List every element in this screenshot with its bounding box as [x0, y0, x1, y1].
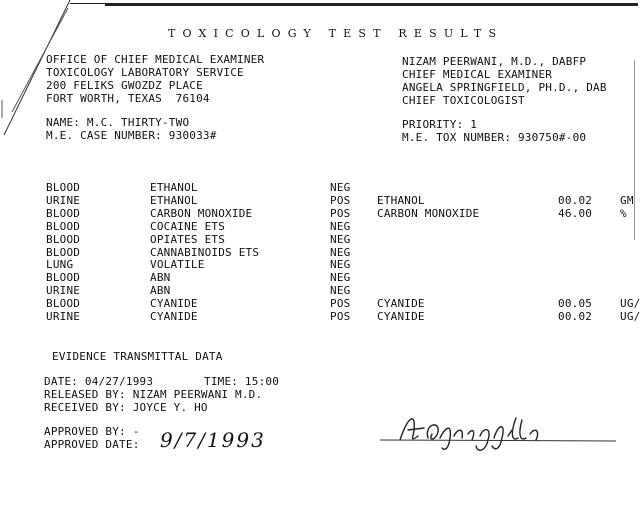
result-result: NEG [330, 258, 351, 272]
result-result: NEG [330, 232, 351, 246]
result-unit: UG/ [620, 297, 640, 311]
result-result: POS [330, 310, 351, 323]
result-specimen: URINE [46, 193, 81, 207]
result-result: POS [330, 297, 351, 311]
result-test: ETHANOL [150, 193, 198, 207]
result-test: CANNABINOIDS ETS [150, 245, 260, 259]
result-result: NEG [330, 181, 351, 194]
result-specimen: LUNG [46, 258, 74, 272]
result-result: POS [330, 193, 351, 207]
case-number: M.E. CASE NUMBER: 930033# [46, 129, 217, 142]
result-value: 00.02 [558, 310, 593, 323]
result-test: OPIATES ETS [150, 232, 226, 246]
result-specimen: BLOOD [46, 297, 81, 311]
evidence-heading: EVIDENCE TRANSMITTAL DATA [52, 350, 223, 363]
result-test: CYANIDE [150, 297, 198, 311]
result-specimen: BLOOD [46, 271, 81, 285]
result-value: 00.02 [558, 193, 593, 207]
office-line: OFFICE OF CHIEF MEDICAL EXAMINER [46, 53, 265, 66]
approved-date-handwritten: 9/7/1993 [160, 428, 266, 452]
released-by: RELEASED BY: NIZAM PEERWANI M.D. [44, 388, 263, 401]
document-title: TOXICOLOGY TEST RESULTS [168, 27, 504, 40]
result-result: NEG [330, 284, 351, 298]
priority: PRIORITY: 1 [402, 118, 478, 131]
office-line: TOXICOLOGY LABORATORY SERVICE [46, 66, 244, 79]
result-unit: UG/ [620, 310, 640, 323]
result-specimen: BLOOD [46, 245, 81, 259]
result-result: NEG [330, 219, 351, 233]
office-line: 200 FELIKS GWOZDZ PLACE [46, 79, 203, 92]
transmittal-time: TIME: 15:00 [204, 375, 280, 388]
result-unit: GM [620, 193, 634, 207]
decedent-name: NAME: M.C. THIRTY-TWO [46, 116, 190, 129]
result-compound: CYANIDE [377, 310, 425, 323]
result-test: ETHANOL [150, 181, 198, 194]
result-specimen: BLOOD [46, 219, 81, 233]
official-line: CHIEF TOXICOLOGIST [402, 94, 525, 107]
result-test: ABN [150, 271, 171, 285]
result-specimen: BLOOD [46, 181, 81, 194]
tox-number: M.E. TOX NUMBER: 930750#-00 [402, 131, 587, 144]
result-specimen: URINE [46, 284, 81, 298]
result-specimen: BLOOD [46, 206, 81, 220]
result-test: COCAINE ETS [150, 219, 226, 233]
result-compound: CYANIDE [377, 297, 425, 311]
result-compound: CARBON MONOXIDE [377, 206, 480, 220]
result-result: POS [330, 206, 351, 220]
result-specimen: BLOOD [46, 232, 81, 246]
signature-image [380, 408, 620, 458]
result-specimen: URINE [46, 310, 81, 323]
result-test: CYANIDE [150, 310, 198, 323]
result-test: CARBON MONOXIDE [150, 206, 253, 220]
result-result: NEG [330, 271, 351, 285]
result-value: 00.05 [558, 297, 593, 311]
result-compound: ETHANOL [377, 193, 425, 207]
office-line: FORT WORTH, TEXAS 76104 [46, 92, 210, 105]
official-line: CHIEF MEDICAL EXAMINER [402, 68, 553, 81]
received-by: RECEIVED BY: JOYCE Y. HO [44, 401, 208, 414]
official-line: ANGELA SPRINGFIELD, PH.D., DAB [402, 81, 607, 94]
transmittal-date: DATE: 04/27/1993 [44, 375, 154, 388]
approved-by: APPROVED BY: - [44, 425, 140, 438]
official-line: NIZAM PEERWANI, M.D., DABFP [402, 55, 587, 68]
right-edge-mark [634, 60, 635, 240]
approved-date-label: APPROVED DATE: [44, 438, 140, 451]
result-value: 46.00 [558, 206, 593, 220]
result-test: VOLATILE [150, 258, 205, 272]
result-unit: % [620, 206, 627, 220]
top-rule-thick [105, 4, 638, 6]
result-result: NEG [330, 245, 351, 259]
result-test: ABN [150, 284, 171, 298]
